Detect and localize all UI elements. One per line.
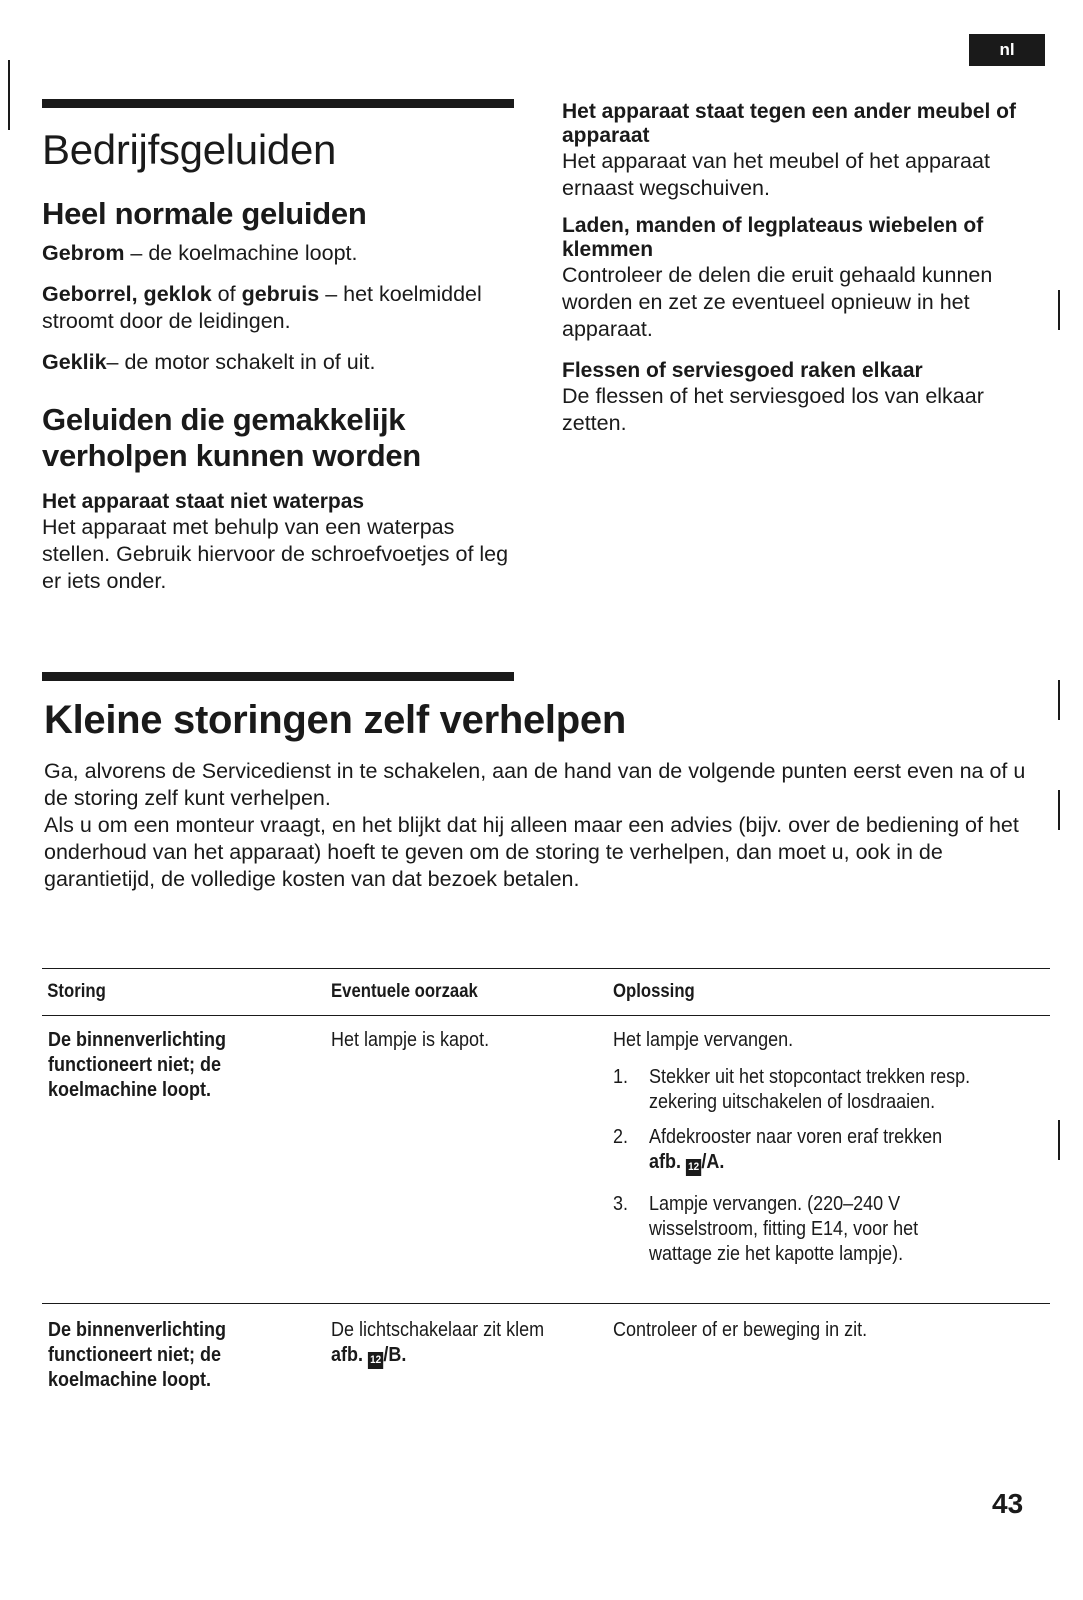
cause-cell: De lichtschakelaar zit klem afb. 12 /B. [331, 1318, 592, 1369]
troubleshooting-table [42, 968, 1050, 1393]
solution-step: 3. Lampje vervangen. (220–240 V wisselstroom, fitting E14, voor het wattage zie het kapotte lampje). [613, 1193, 919, 1265]
scan-edge-mark [1058, 1120, 1060, 1160]
problem-cell: De binnenverlichting functioneert niet; de koelmachine loopt. [48, 1319, 227, 1391]
section-title-bedrijfsgeluiden: Bedrijfsgeluiden [42, 126, 337, 173]
section1-left-column [42, 126, 512, 595]
solution-steps [613, 1065, 1050, 1267]
solution-cell: Het lampje vervangen. [613, 1029, 794, 1051]
section1-right-column [562, 100, 1042, 437]
solution-step: 2. Afdekrooster naar voren eraf trekken afb. 12 /A. [613, 1125, 1009, 1176]
case-text: Het apparaat van het meubel of het apparaat ernaast wegschuiven. [562, 149, 990, 200]
solution-cell: Controleer of er beweging in zit. [613, 1319, 868, 1341]
table-header-storing: Storing [47, 981, 106, 1002]
cause-cell: Het lampje is kapot. [331, 1029, 490, 1051]
storingen-intro [44, 758, 1044, 893]
table-header-oorzaak: Eventuele oorzaak [331, 981, 478, 1002]
section-rule-top [42, 99, 514, 108]
normal-sound-item: Gebrom – de koelmachine loopt. [42, 241, 358, 265]
case-text: Het apparaat met behulp van een waterpas stellen. Gebruik hiervoor de schroefvoetjes of leg er iets onder. [42, 515, 509, 593]
scan-edge-mark [1058, 680, 1060, 720]
scan-edge-mark [1058, 290, 1060, 330]
subheading-normal-sounds: Heel normale geluiden [42, 196, 367, 231]
intro-paragraph: Ga, alvorens de Servicedienst in te schakelen, aan de hand van de volgende punten eerst even na of u de storing zelf kunt verhelpen. [44, 759, 1026, 810]
solution-step: 1. Stekker uit het stopcontact trekken resp. zekering uitschakelen of losdraaien. [613, 1066, 971, 1113]
normal-sound-item: Geborrel, geklok of gebruis – het koelmiddel stroomt door de leidingen. [42, 282, 482, 333]
intro-paragraph: Als u om een monteur vraagt, en het blijkt dat hij alleen maar een advies (bijv. over de bediening of het onderhoud van het apparaat) hoeft te geven om de storing te verhelpen, dan moet u, ook in de garantietijd, de volledige kosten van dat bezoek betalen. [44, 813, 1019, 891]
case-title: Het apparaat staat tegen een ander meubel of apparaat [562, 100, 1016, 147]
case-title: Flessen of serviesgoed raken elkaar [562, 359, 923, 382]
page-number: 43 [992, 1488, 1024, 1519]
language-badge: nl [969, 34, 1045, 66]
case-title: Laden, manden of legplateaus wiebelen of klemmen [562, 214, 984, 261]
section-rule-storingen [42, 672, 514, 681]
scan-edge-mark [1058, 790, 1060, 830]
figure-12-icon: 12 [686, 1159, 701, 1176]
subheading-fixable-sounds: Geluiden die gemakkelijk verholpen kunnen worden [42, 402, 421, 473]
section-title-storingen: Kleine storingen zelf verhelpen [44, 698, 626, 742]
case-title: Het apparaat staat niet waterpas [42, 490, 365, 513]
scan-edge-mark [8, 60, 10, 130]
table-row [42, 1304, 1050, 1393]
problem-cell: De binnenverlichting functioneert niet; de koelmachine loopt. [48, 1029, 227, 1101]
case-text: Controleer de delen die eruit gehaald kunnen worden en zet ze eventueel opnieuw in het apparaat. [562, 263, 993, 341]
normal-sound-item: Geklik– de motor schakelt in of uit. [42, 350, 376, 374]
case-text: De flessen of het serviesgoed los van elkaar zetten. [562, 384, 984, 435]
table-header-oplossing: Oplossing [613, 981, 695, 1002]
table-header-row [42, 968, 1050, 1016]
table-row [42, 1016, 1050, 1304]
figure-12-icon: 12 [368, 1352, 383, 1369]
